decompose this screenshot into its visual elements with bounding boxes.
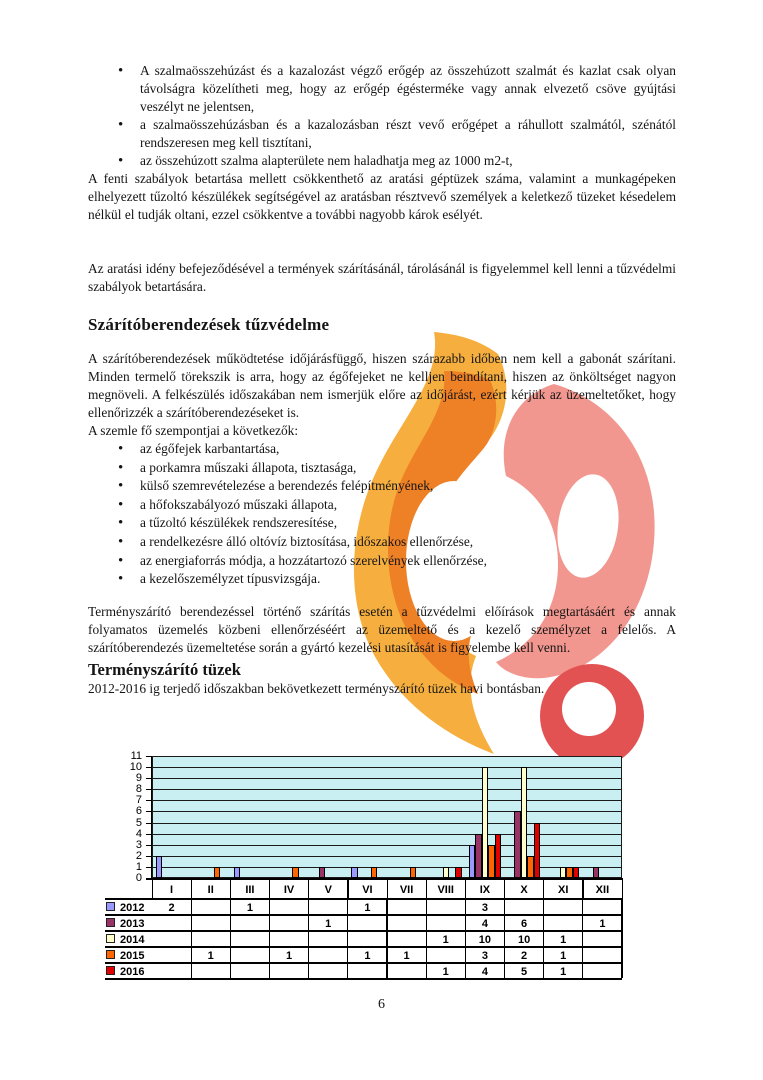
chart-gridline [152,867,622,868]
chart-gridline [152,767,622,768]
chart-y-tick-label: 3 [135,838,142,851]
table-cell-value: 1 [403,950,410,962]
table-cell-value: 10 [478,934,492,946]
inspection-point-item: • az energiaforrás módja, a hozzátartozó szerelvények ellenőrzése, [140,552,676,571]
inspection-point-item: • a hőfokszabályozó műszaki állapota, [140,496,676,515]
chart-bar [319,867,325,878]
chart-y-tick-label: 10 [129,761,142,774]
page-number: 6 [378,997,385,1012]
chart-month-label: IV [283,884,295,896]
table-horizontal-line [105,898,622,900]
table-cell-value: 1 [325,918,332,930]
intro-bullet-item: • az összehúzott szalma alapterülete nem haladhatja meg az 1000 m2-t, [140,152,676,170]
table-vertical-line [621,898,622,978]
inspection-point-item: • a rendelkezésre álló oltóvíz biztosítása, időszakos ellenőrzése, [140,533,676,552]
chart-gridline [152,856,622,857]
chart-y-tick-label: 11 [130,749,142,762]
inspection-point-item: • a kezelőszemélyzet típusvizsgája. [140,570,676,589]
inspection-points-list [88,440,676,589]
table-cell-value: 2 [521,950,528,962]
fires-chart [0,748,763,983]
chart-bar [371,867,377,878]
chart-bar [410,867,416,878]
chart-month-label: X [520,884,528,896]
chart-month-label: I [170,884,174,896]
legend-swatch [106,902,115,911]
chart-bar [156,856,162,878]
intro-bullet-item: • A szalmaösszehúzást és a kazalozást végző erőgép az összehúzott szalmát és kazlat csak olyan távolságra közelítheti meg, hogy az erőgép égésterméke vagy annak elvezető csöve gyújtási veszélyt ne jelentsen, [140,62,676,116]
table-cell-value: 1 [286,950,293,962]
chart-month-label: XII [595,884,610,896]
legend-year-label: 2012 [120,902,145,914]
chart-month-label: II [207,884,214,896]
table-cell-value: 1 [442,966,449,978]
chart-plot-area [152,756,622,878]
chart-month-label: III [245,884,255,896]
table-cell-value: 4 [481,966,488,978]
chart-y-tick-label: 1 [135,860,142,873]
chart-bar [455,867,461,878]
chart-y-tick [146,778,151,779]
chart-gridline [152,756,622,757]
chart-gridline [152,789,622,790]
table-horizontal-line [105,930,622,932]
table-cell-value: 3 [481,950,488,962]
chart-bar [351,867,357,878]
inspection-point-item: • a porkamra műszaki állapota, tisztasága, [140,459,676,478]
paragraph-dryers: A szárítóberendezések működtetése időjárásfüggő, hiszen szárazabb időben nem kell a gabonát szárítani. Minden termelő törekszik is arra, hogy az égőfejeket ne kelljen beindítani, hiszen az önköltséget nagyon megnöveli. A felkészülés időszakában nem ismerjük előre az időjárást, ezért kérjük az üzemeltetőket, hogy ellenőrizzék a szárítóberendezéseket is. [88,351,676,420]
chart-y-tick-label: 6 [135,805,142,818]
paragraph-rules: A fenti szabályok betartása mellett csökkenthető az aratási géptüzek száma, valamint a munkagépeken elhelyezett tűzoltó készülékek segítségével az aratásban résztvevő személyek a keletkező tüzeket késedelem nélkül el tudják oltani, ezzel csökkentve a további nagyobb károk esélyét. [88,171,676,222]
chart-y-tick [146,767,151,768]
table-cell-value: 1 [560,950,567,962]
chart-gridline [152,778,622,779]
chart-bar [234,867,240,878]
chart-x-axis-line [146,878,622,880]
inspection-point-item: • a tűzoltó készülékek rendszeresítése, [140,514,676,533]
chart-y-tick [146,845,151,846]
chart-y-tick [146,834,151,835]
chart-y-tick-label: 5 [135,816,142,829]
paragraph-responsibility: Terményszárító berendezéssel történő szárítás esetén a tűzvédelmi előírások megtartásáért és annak folyamatos üzemelés közbeni ellenőrzéséért az üzemeltető és a kezelő személyzet a felelős. A szárítóberendezés üzemeltetése során a gyártó kezelési utasítását is figyelembe kell venni. [88,603,676,655]
inspection-intro-line: A szemle fő szempontjai a következők: [88,423,299,438]
chart-y-tick [146,800,151,801]
table-cell-value: 6 [521,918,528,930]
section-title-fires: Terményszárító tüzek [88,659,241,679]
chart-y-tick [146,789,151,790]
table-cell-value: 2 [168,902,175,914]
chart-month-label: VII [399,884,414,896]
legend-swatch [106,950,115,959]
table-vertical-line [308,898,309,978]
table-cell-value: 1 [442,934,449,946]
table-cell-value: 5 [521,966,528,978]
section-title-dryers: Szárítóberendezések tűzvédelme [88,315,330,334]
chart-bar [593,867,599,878]
chart-y-tick-label: 2 [135,849,142,862]
chart-bar [495,834,501,878]
chart-y-tick-label: 7 [135,794,142,807]
inspection-point-item: • külső szemrevételezése a berendezés felépítményének, [140,477,676,496]
intro-bullet-list [88,62,676,170]
chart-month-label: VIII [437,884,454,896]
chart-y-tick-label: 8 [135,783,142,796]
table-cell-value: 1 [246,902,253,914]
table-cell-value: 3 [481,902,488,914]
chart-bar [214,867,220,878]
document-content [88,62,676,698]
table-cell-value: 10 [517,934,531,946]
chart-gridline [152,845,622,846]
chart-gridline [152,823,622,824]
table-cell-value: 1 [560,966,567,978]
chart-y-tick-label: 0 [135,872,142,884]
inspection-point-item: • az égőfejek karbantartása, [140,440,676,459]
chart-bar [534,823,540,878]
chart-y-tick [146,867,151,868]
legend-year-label: 2013 [120,918,145,930]
chart-y-tick [146,878,151,879]
chart-month-label: IX [479,884,491,896]
chart-month-label: XI [558,884,569,896]
legend-year-label: 2016 [120,966,145,978]
chart-y-tick-label: 9 [135,772,142,785]
chart-subtitle-line: 2012-2016 ig terjedő időszakban bekövetkezett terményszárító tüzek havi bontásban. [88,680,545,696]
table-cell-value: 1 [364,902,371,914]
chart-month-label: V [324,884,332,896]
chart-y-tick [146,856,151,857]
chart-y-tick [146,756,151,757]
intro-bullet-item: • a szalmaösszehúzásban és a kazalozásban részt vevő erőgépet a ráhullott szalmától, szénától rendszeresen meg kell tisztítani, [140,116,676,152]
legend-swatch [106,918,115,927]
chart-y-tick [146,811,151,812]
chart-bar [292,867,298,878]
chart-y-tick [146,823,151,824]
legend-year-label: 2014 [120,934,145,946]
chart-gridline [152,800,622,801]
table-cell-value: 4 [481,918,488,930]
chart-month-label: VI [362,884,373,896]
table-cell-value: 1 [364,950,371,962]
chart-bar [443,867,449,878]
chart-y-tick-label: 4 [135,827,142,840]
table-cell-value: 1 [207,950,214,962]
legend-year-label: 2015 [120,950,145,962]
paragraph-harvest: Az aratási idény befejeződésével a termények szárításánál, tárolásánál is figyelemmel kell lenni a tűzvédelmi szabályok betartására. [88,261,676,294]
table-cell-value: 1 [599,918,606,930]
chart-bar [573,867,579,878]
chart-gridline [152,811,622,812]
chart-y-axis-line [151,756,152,880]
chart-gridline [152,834,622,835]
legend-swatch [106,966,115,975]
legend-swatch [106,934,115,943]
table-cell-value: 1 [560,934,567,946]
